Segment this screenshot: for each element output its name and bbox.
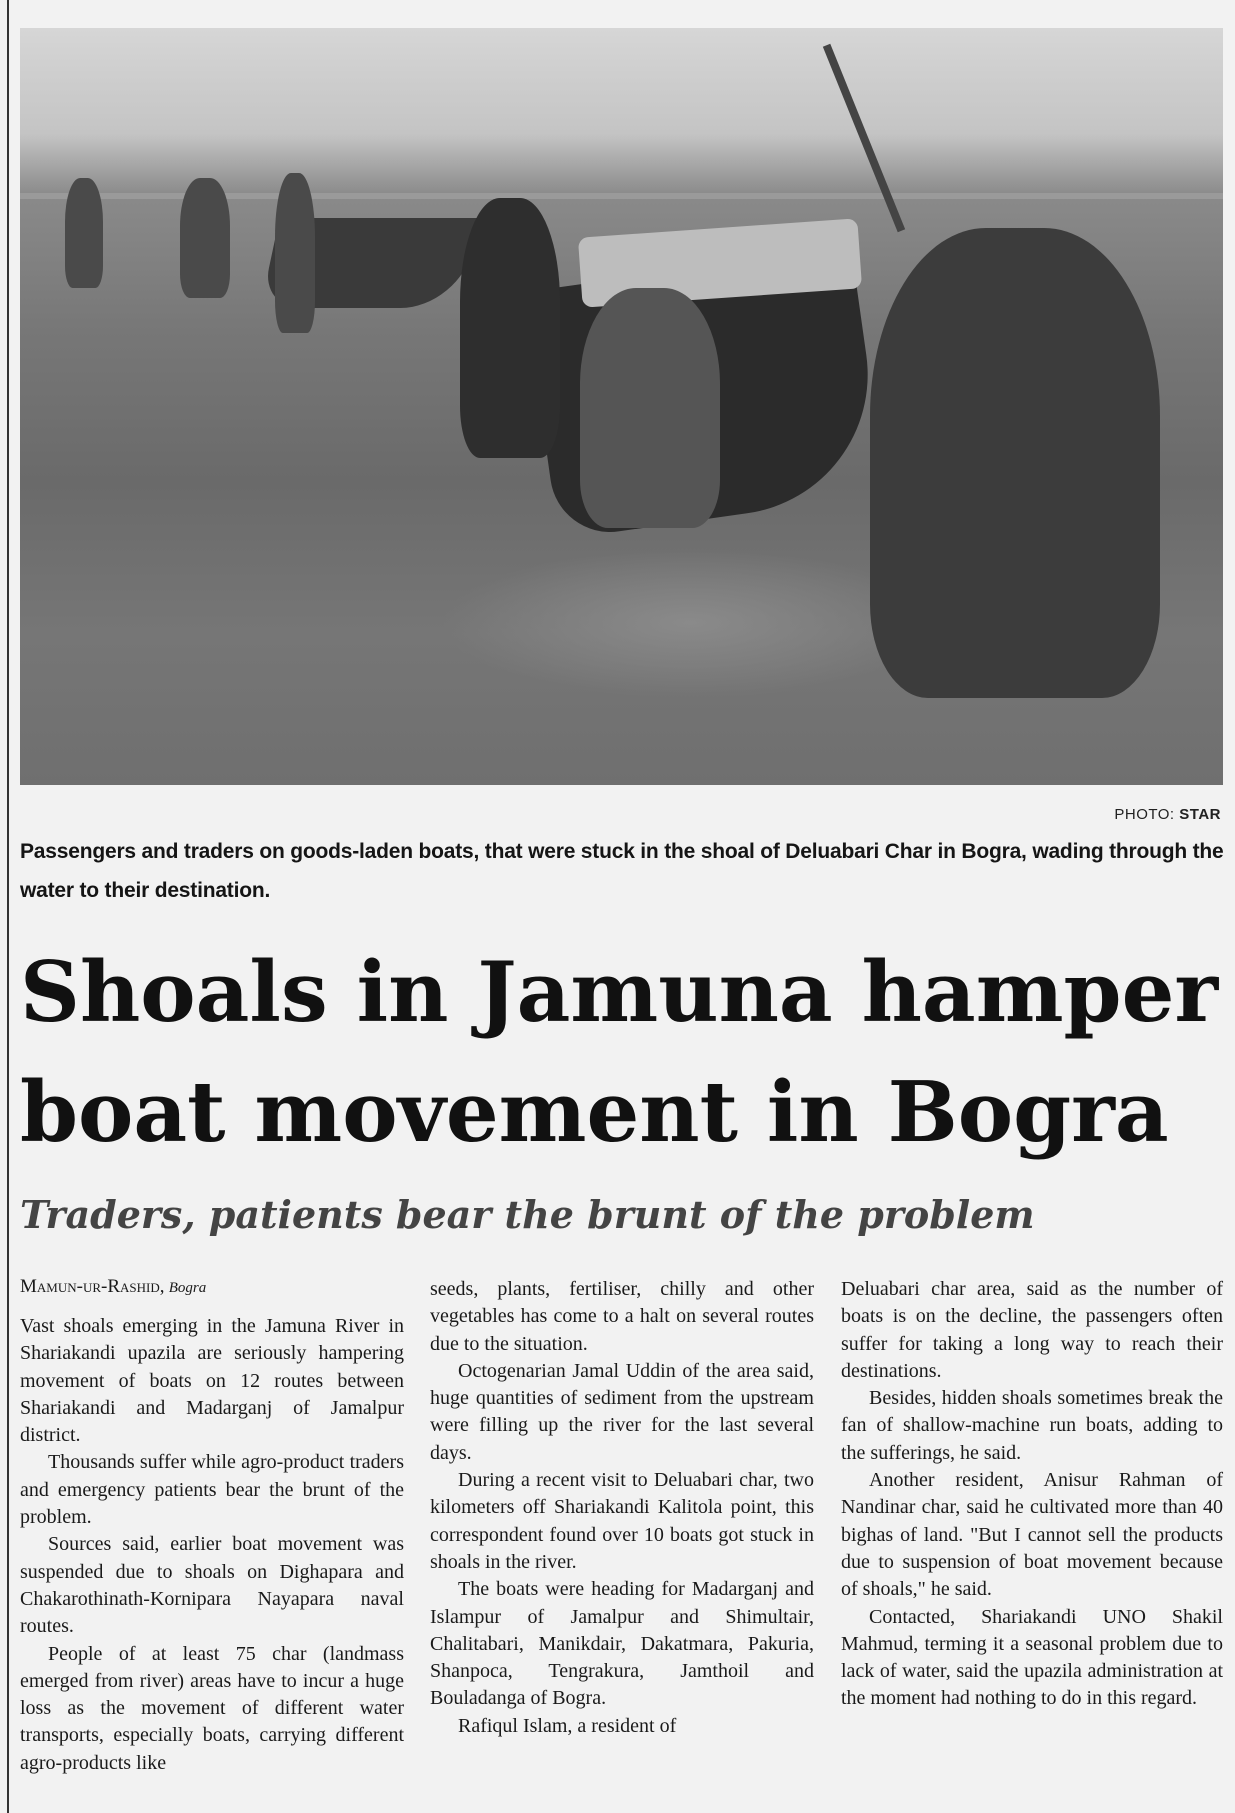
byline — [20, 1276, 404, 1299]
article-paragraph: Rafiqul Islam, a resident of — [458, 1714, 677, 1737]
article-paragraph: The boats were heading for Madarganj and Islampur of Jamalpur and Shimultair, Chalitabari, Manikdair, Dakatmara, Pakuria, Shanpoca, Tengrakura, Jamthoil and Bouladanga of Bogra. — [430, 1578, 814, 1710]
article-column-2 — [430, 1276, 814, 1740]
article-paragraph: Contacted, Shariakandi UNO Shakil Mahmud, terming it a seasonal problem due to lack of water, said the upazila administration at the moment had nothing to do in this regard. — [841, 1605, 1223, 1710]
article-column-3 — [841, 1276, 1223, 1713]
headline — [20, 932, 1230, 1172]
article-paragraph: Deluabari char area, said as the number of boats is on the decline, the passengers often suffer for taking a long way to reach their destinations. — [841, 1278, 1223, 1382]
news-photo — [20, 28, 1223, 785]
article-paragraph: During a recent visit to Deluabari char, two kilometers off Shariakandi Kalitola point, this correspondent found over 10 boats got stuck in shoals in the river. — [430, 1469, 814, 1573]
photo-person — [870, 228, 1160, 698]
photo-person — [460, 198, 560, 458]
article-paragraph: Sources said, earlier boat movement was suspended due to shoals on Dighapara and Chakarothinath-Kornipara Nayapara naval routes. — [20, 1533, 404, 1638]
article-column-1 — [20, 1276, 404, 1777]
article-paragraph: Thousands suffer while agro-product traders and emergency patients bear the brunt of the problem. — [20, 1451, 404, 1529]
article-paragraph: Vast shoals emerging in the Jamuna River in Shariakandi upazila are seriously hampering movement of boats on 12 routes between Shariakandi and Madarganj of Jamalpur district. — [20, 1315, 404, 1447]
subheadline: Traders, patients bear the brunt of the problem — [20, 1192, 1035, 1237]
headline-line-2: boat movement in Bogra — [20, 1063, 1169, 1161]
photo-credit-prefix: PHOTO: — [1114, 806, 1175, 823]
headline-line-1: Shoals in Jamuna hamper — [20, 943, 1219, 1041]
photo-credit-source: STAR — [1179, 806, 1221, 823]
left-column-rule — [7, 0, 9, 1813]
photo-caption: Passengers and traders on goods-laden boats, that were stuck in the shoal of Deluabari Char in Bogra, wading through the water to their destination. — [20, 840, 1224, 902]
article-paragraph: People of at least 75 char (landmass emerged from river) areas have to incur a huge loss as the movement of different water transports, especially boats, carrying different agro-products like — [20, 1642, 404, 1774]
byline-name: Mamun-ur-Rashid, — [20, 1276, 165, 1297]
byline-place: Bogra — [168, 1280, 207, 1296]
article-paragraph: seeds, plants, fertiliser, chilly and other vegetables has come to a halt on several routes due to the situation. — [430, 1278, 814, 1355]
photo-credit — [1114, 806, 1221, 823]
article-paragraph: Another resident, Anisur Rahman of Nandinar char, said he cultivated more than 40 bighas of land. "But I cannot sell the products due to suspension of boat movement because of shoals," he said. — [841, 1469, 1223, 1601]
photo-person — [580, 288, 720, 528]
article-paragraph: Besides, hidden shoals sometimes break the fan of shallow-machine run boats, adding to the sufferings, he said. — [841, 1387, 1223, 1464]
photo-person — [65, 178, 103, 288]
photo-person — [275, 173, 315, 333]
photo-water — [440, 548, 940, 698]
article-paragraph: Octogenarian Jamal Uddin of the area said, huge quantities of sediment from the upstream were filling up the river for the last several days. — [430, 1359, 814, 1464]
photo-person — [180, 178, 230, 298]
photo-pole — [823, 44, 905, 232]
